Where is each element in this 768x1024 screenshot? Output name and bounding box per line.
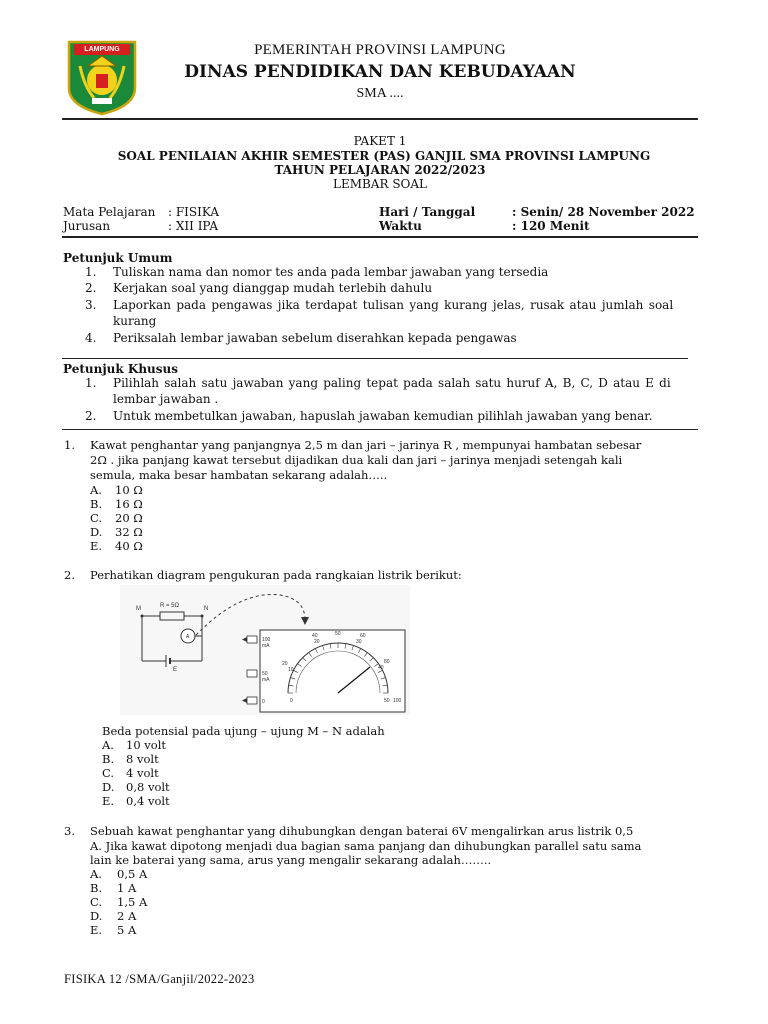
option-text: 10 Ω: [115, 483, 143, 497]
option-text: 32 Ω: [115, 525, 143, 539]
general-item-num: 2.: [85, 281, 97, 295]
special-item-text-cont: lembar jawaban .: [113, 392, 219, 406]
circuit-diagram: [120, 585, 410, 715]
scale-number: 60: [360, 633, 366, 639]
special-item-text: Pilihlah salah satu jawaban yang paling tepat pada salah satu huruf A, B, C, D atau E di: [113, 376, 671, 390]
scale-number: 30: [356, 639, 362, 645]
general-item-num: 1.: [85, 265, 97, 279]
general-item: [85, 265, 700, 281]
option-text: 5 A: [117, 923, 137, 937]
option-letter: A.: [90, 867, 102, 881]
question-text: lain ke baterai yang sama, arus yang mengalir sekarang adalah……..: [90, 853, 492, 867]
scale-number: 100: [393, 698, 402, 704]
terminal-50: 50: [262, 671, 268, 677]
question-text: Kawat penghantar yang panjangnya 2,5 m dan jari – jarinya R , mempunyai hambatan sebesar: [90, 438, 642, 452]
scale-number: 40: [378, 665, 384, 671]
paket-title: PAKET 1: [353, 134, 407, 148]
option-letter: C.: [102, 766, 115, 780]
option-text: 40 Ω: [115, 539, 143, 553]
node-m-label: M: [136, 606, 141, 612]
option-letter: A.: [90, 483, 102, 497]
general-heading: Petunjuk Umum: [63, 251, 173, 265]
header-divider: [62, 118, 698, 120]
day-label: Hari / Tanggal: [379, 205, 476, 219]
special-item-num: 1.: [85, 376, 97, 390]
scale-number: 0: [290, 698, 293, 704]
option-letter: C.: [90, 895, 103, 909]
question-text: Sebuah kawat penghantar yang dihubungkan dengan baterai 6V mengalirkan arus listrik 0,5: [90, 824, 634, 838]
terminal-50-unit: mA: [262, 677, 270, 683]
special-item-num: 2.: [85, 409, 97, 423]
option-letter: D.: [90, 909, 103, 923]
question-number: 1.: [64, 438, 75, 452]
general-item-num: 3.: [85, 298, 97, 312]
government-heading: PEMERINTAH PROVINSI LAMPUNG: [254, 42, 506, 58]
scale-number: 50: [335, 631, 341, 637]
option-text: 16 Ω: [115, 497, 143, 511]
scale-number: 80: [384, 659, 390, 665]
question-text: 2Ω . jika panjang kawat tersebut dijadikan dua kali dan jari – jarinya menjadi setengah kali: [90, 453, 623, 467]
day-value: : Senin/ 28 November 2022: [512, 205, 695, 219]
option-letter: E.: [102, 794, 115, 808]
general-item-text: Periksalah lembar jawaban sebelum diserahkan kepada pengawas: [113, 331, 517, 345]
special-item-text: Untuk membetulkan jawaban, hapuslah jawaban kemudian pilihlah jawaban yang benar.: [113, 409, 653, 423]
question-text: Perhatikan diagram pengukuran pada rangkaian listrik berikut:: [90, 568, 462, 582]
option-letter: C.: [90, 511, 103, 525]
exam-title: SOAL PENILAIAN AKHIR SEMESTER (PAS) GANJIL SMA PROVINSI LAMPUNG: [117, 149, 651, 163]
time-label: Waktu: [379, 219, 422, 233]
option-text: 10 volt: [126, 738, 167, 752]
option-text: 4 volt: [126, 766, 159, 780]
option-letter: E.: [90, 539, 103, 553]
special-heading: Petunjuk Khusus: [63, 362, 179, 376]
option-text: 0,4 volt: [126, 794, 170, 808]
option-text: 0,5 A: [117, 867, 148, 881]
option-text: 1,5 A: [117, 895, 148, 909]
subject-value: : FISIKA: [168, 205, 220, 219]
resistor-label: R = 5Ω: [160, 603, 179, 609]
department-heading: DINAS PENDIDIKAN DAN KEBUDAYAAN: [184, 62, 576, 82]
page-footer: FISIKA 12 /SMA/Ganjil/2022-2023: [64, 972, 255, 986]
scale-number: 10: [288, 667, 294, 673]
general-item-text: Laporkan pada pengawas jika terdapat tulisan yang kurang jelas, rusak atau jumlah soal: [113, 298, 674, 312]
option-letter: E.: [90, 923, 103, 937]
year-title: TAHUN PELAJARAN 2022/2023: [274, 163, 486, 177]
time-value: : 120 Menit: [512, 219, 590, 233]
general-item: [85, 281, 700, 297]
option-letter: D.: [102, 780, 115, 794]
special-divider: [62, 429, 698, 430]
question-number: 3.: [64, 824, 75, 838]
option-text: 2 A: [117, 909, 137, 923]
question-number: 2.: [64, 568, 75, 582]
special-item: [85, 409, 700, 425]
general-item-text: Kerjakan soal yang dianggap mudah terlebih dahulu: [113, 281, 433, 295]
ammeter-label: A: [186, 634, 190, 640]
zoom-pointer: [196, 595, 305, 636]
question-prompt: Beda potensial pada ujung – ujung M – N adalah: [102, 724, 385, 738]
node-n-label: N: [204, 606, 209, 612]
scale-number: 50: [384, 698, 390, 704]
general-item-num: 4.: [85, 331, 97, 345]
major-value: : XII IPA: [168, 219, 219, 233]
general-item: [85, 298, 700, 330]
question-text: semula, maka besar hambatan sekarang adalah…..: [90, 468, 388, 482]
terminal-100: 100: [262, 637, 271, 643]
logo-label: LAMPUNG: [84, 46, 120, 53]
option-text: 20 Ω: [115, 511, 143, 525]
terminal-0: 0: [262, 699, 265, 705]
resistor-symbol: [160, 612, 184, 620]
question-text: A. Jika kawat dipotong menjadi dua bagian sama panjang dan dihubungkan parallel satu sama: [90, 839, 642, 853]
option-text: 1 A: [117, 881, 137, 895]
scale-number: 40: [312, 633, 318, 639]
general-divider: [62, 358, 688, 359]
sheet-title: LEMBAR SOAL: [332, 177, 428, 191]
scale-number: 20: [282, 661, 288, 667]
option-letter: B.: [102, 752, 115, 766]
major-label: Jurusan: [63, 219, 111, 233]
option-letter: D.: [90, 525, 103, 539]
option-text: 8 volt: [126, 752, 159, 766]
subject-label: Mata Pelajaran: [63, 205, 156, 219]
general-item-text: Tuliskan nama dan nomor tes anda pada lembar jawaban yang tersedia: [113, 265, 549, 279]
school-heading: SMA ....: [356, 86, 404, 101]
province-logo: [66, 36, 138, 116]
battery-label: E: [173, 667, 178, 673]
option-letter: B.: [90, 881, 103, 895]
special-item: [85, 376, 700, 408]
option-letter: B.: [90, 497, 103, 511]
general-item: [85, 331, 700, 347]
general-item-text-cont: kurang: [113, 314, 157, 328]
option-text: 0,8 volt: [126, 780, 170, 794]
info-divider: [62, 236, 698, 238]
scale-number: 20: [314, 639, 320, 645]
terminal-100-unit: mA: [262, 643, 270, 649]
option-letter: A.: [102, 738, 114, 752]
